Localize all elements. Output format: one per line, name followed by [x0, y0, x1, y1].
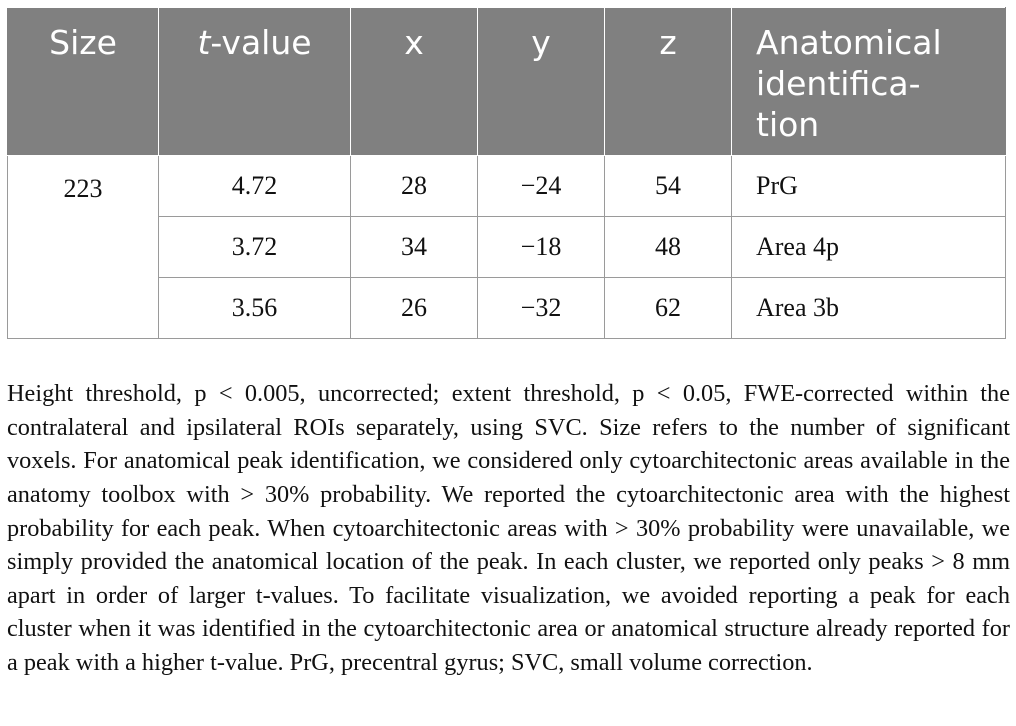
- cell-x: 28: [351, 156, 478, 217]
- header-size: Size: [8, 8, 159, 156]
- table-body: [8, 156, 1006, 339]
- table-footnote: Height threshold, p < 0.005, uncorrected; extent threshold, p < 0.05, FWE-corrected within the contralateral and ipsilateral ROIs separately, using SVC. Size refers to the number of significant voxels. For anatomical peak identification, we considered only cytoarchitectonic areas available in the anatomy toolbox with > 30% probability. We reported the cytoarchitectonic area with the highest probability for each peak. When cytoarchitectonic areas with > 30% probability were unavailable, we simply provided the anatomical location of the peak. In each cluster, we reported only peaks > 8 mm apart in order of larger t-values. To facilitate visualization, we avoided reporting a peak for each cluster when it was identified in the cytoarchitectonic area or anatomical structure already reported for a peak with a higher t-value. PrG, precentral gyrus; SVC, small volume correction.: [7, 380, 1010, 677]
- cell-t-value: 3.72: [159, 217, 351, 278]
- cell-x: 26: [351, 278, 478, 339]
- cell-anatomical: PrG: [732, 156, 1006, 217]
- cell-y: −32: [478, 278, 605, 339]
- table-row: [8, 156, 1006, 217]
- header-x: x: [351, 8, 478, 156]
- cell-z: 54: [605, 156, 732, 217]
- header-t-italic: t: [197, 23, 211, 62]
- header-t-value: [159, 8, 351, 156]
- header-row: [8, 8, 1006, 156]
- cell-x: 34: [351, 217, 478, 278]
- cell-z: 62: [605, 278, 732, 339]
- table-header: [8, 8, 1006, 156]
- cell-z: 48: [605, 217, 732, 278]
- results-table: [7, 7, 1006, 339]
- cell-anatomical: Area 4p: [732, 217, 1006, 278]
- cell-t-value: 3.56: [159, 278, 351, 339]
- header-z: z: [605, 8, 732, 156]
- cell-anatomical: Area 3b: [732, 278, 1006, 339]
- cell-y: −24: [478, 156, 605, 217]
- cell-y: −18: [478, 217, 605, 278]
- header-t-rest: -value: [210, 23, 312, 62]
- header-anatomical-identification: Anatomical identifica- tion: [732, 8, 1006, 156]
- cell-t-value: 4.72: [159, 156, 351, 217]
- header-y: y: [478, 8, 605, 156]
- results-table-container: [7, 7, 1005, 339]
- cell-cluster-size: 223: [8, 156, 159, 339]
